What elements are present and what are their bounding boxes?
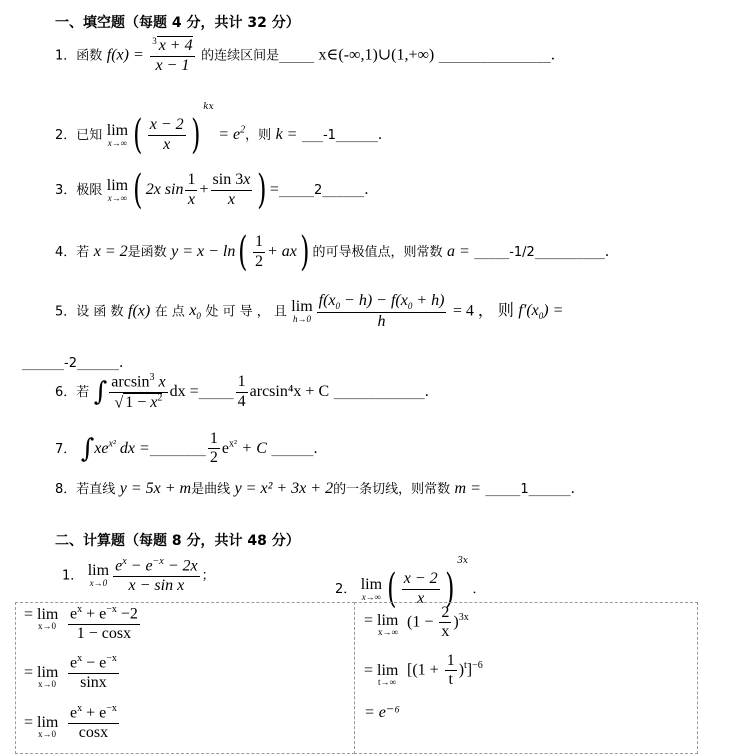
q4-answer: -1/2 bbox=[509, 245, 535, 260]
q3-answer: 2 bbox=[313, 183, 323, 198]
q8-p1: y = 5x + m bbox=[119, 480, 192, 497]
q5-p4: = 4 ， 则 bbox=[452, 302, 514, 320]
q7-number: 7． bbox=[55, 441, 77, 457]
q5-blank-pre[interactable]: ______ bbox=[22, 355, 64, 371]
q5-frac: $\frac{f(x_0 - h) - f(x_0 + h)}{h}$ bbox=[318, 292, 445, 330]
q2-k-label: k = bbox=[275, 126, 298, 143]
sol1-step-1: = lim x→0 bbox=[24, 606, 59, 631]
q1-prefix: 函数 bbox=[76, 48, 103, 64]
q8-answer: 1 bbox=[520, 482, 529, 497]
q6-blank-post[interactable]: _____________ bbox=[333, 384, 425, 401]
question-3: 3．极限 lim x→∞ ( 2x sin $\frac{1}{x}$ + $\frac{\sin 3x}{x}$ ) =_____2______． bbox=[55, 167, 379, 213]
q5-blank-post[interactable]: ______ bbox=[76, 355, 119, 371]
q3-term1: 2x sin bbox=[145, 181, 184, 198]
q6-end: ． bbox=[424, 384, 439, 401]
calc2-number: 2． bbox=[335, 582, 357, 597]
q8-blank-pre[interactable]: _____ bbox=[485, 481, 521, 497]
q3-number: 3． bbox=[55, 183, 77, 198]
q2-rhs: = $e^2$ bbox=[218, 124, 246, 143]
q8-p2: 是曲线 bbox=[191, 482, 231, 497]
q1-answer: x∈(-∞,1)∪(1,+∞) bbox=[318, 46, 435, 64]
q2-mid: ，则 bbox=[245, 128, 272, 143]
q4-p2: 是函数 bbox=[127, 245, 167, 260]
q7-end: ． bbox=[313, 440, 328, 457]
q4-function: y = x − ln bbox=[171, 243, 236, 260]
sol1-step-1-frac: $\frac{e^x + e^{-x} -2}{1 - \cos x}$ bbox=[70, 604, 138, 642]
q4-end: ． bbox=[604, 244, 619, 260]
q4-p3: 的可导极值点，则常数 bbox=[312, 245, 443, 260]
q5-p1: f(x) bbox=[128, 302, 151, 320]
q1-number: 1． bbox=[55, 48, 77, 64]
q4-paren-right: ) bbox=[300, 229, 310, 275]
integral-sign: ∫ bbox=[93, 377, 108, 408]
sol1-step3-lim: = lim bbox=[24, 714, 59, 731]
q4-frac: $\frac{1}{2}$ bbox=[254, 233, 263, 270]
q5-lim: lim h→0 bbox=[291, 297, 313, 324]
q5-prefix: 设 函 数 bbox=[76, 304, 124, 320]
q7-answer-frac: $\frac{1}{2}$ bbox=[209, 430, 218, 467]
q2-number: 2． bbox=[55, 128, 77, 143]
q8-m-label: m = bbox=[454, 480, 481, 497]
q2-paren-left: ( bbox=[133, 112, 143, 158]
question-8 bbox=[55, 478, 585, 498]
q5-answer: -2 bbox=[64, 356, 77, 371]
q3-lim: lim x→∞ bbox=[106, 176, 129, 203]
sol1-step-3: = lim x→0 bbox=[24, 714, 59, 739]
q6-number: 6． bbox=[55, 385, 77, 401]
solution-box-2 bbox=[354, 602, 698, 754]
q4-paren-left: ( bbox=[238, 229, 248, 275]
q5-number: 5． bbox=[55, 304, 77, 320]
q3-blank-post[interactable]: ______ bbox=[322, 182, 365, 198]
question-6: 6．若 ∫ $\frac{\arcsin^3 x}{√ 1 - x^2}$ dx =_____ $\frac{1}{4}$ arcsin⁴x + C _____________． bbox=[55, 372, 439, 412]
q3-prefix: 极限 bbox=[76, 183, 103, 198]
q5-end: ． bbox=[118, 355, 133, 371]
q2-prefix: 已知 bbox=[76, 128, 103, 143]
calc2-frac: $\frac{x - 2}{x}$ bbox=[403, 570, 438, 607]
calc2-paren-right: ) bbox=[444, 566, 455, 612]
sol2-step-1: = lim x→∞ bbox=[364, 612, 399, 637]
q3-frac2: $\frac{\sin 3x}{x}$ bbox=[212, 171, 251, 208]
sol1-step1-lim: = lim bbox=[24, 606, 59, 623]
sol2-step-2: = lim t→∞ bbox=[364, 662, 399, 687]
q8-prefix: 若直线 bbox=[76, 482, 116, 497]
q5-derivative: $f'(x_0)$ = bbox=[518, 302, 564, 322]
q2-end: ． bbox=[377, 127, 392, 143]
q4-number: 4． bbox=[55, 245, 77, 260]
q6-answer-frac: $\frac{1}{4}$ bbox=[237, 373, 246, 410]
sol1-step-2-frac: $\frac{e^x - e^{-x}}{\sin x}$ bbox=[70, 653, 117, 691]
q3-frac1: $\frac{1}{x}$ bbox=[187, 171, 196, 208]
question-5-answer-line bbox=[22, 352, 133, 372]
calc2-paren-left: ( bbox=[387, 566, 397, 612]
q3-end: ． bbox=[364, 182, 379, 198]
question-1 bbox=[55, 36, 565, 75]
q2-lim: lim x→∞ bbox=[106, 121, 129, 148]
sol2-step-3: = e⁻⁶ bbox=[364, 704, 400, 721]
q2-blank-pre[interactable]: ___ bbox=[301, 127, 323, 143]
q1-suffix: 的连续区间是 bbox=[201, 48, 280, 64]
q5-p3: 处 可 导 ， 且 bbox=[205, 304, 287, 320]
question-2: 2．已知 lim x→∞ ( $\frac{x - 2}{x}$ )$^{kx} = e^2$，则 k = ___-1______． bbox=[55, 102, 392, 158]
calc-problem-2: 2． lim x→∞ ( $\frac{x - 2}{x}$ )$^{3x}$ ． bbox=[335, 556, 486, 612]
q1-formula-lhs: f(x) = bbox=[106, 46, 144, 64]
q4-blank-pre[interactable]: _____ bbox=[474, 244, 510, 260]
question-7: 7． $\int xe^{x^2}$ dx =________ $\frac{1}{2}$ $e^{x^2} + C$ ______． bbox=[55, 430, 328, 467]
integral-sign: ∫ bbox=[80, 433, 95, 464]
q4-a-label: a = bbox=[446, 243, 470, 260]
calc-problem-1 bbox=[62, 556, 215, 595]
sol1-step2-lim: = lim bbox=[24, 664, 59, 681]
section2-title: 二、计算题（每题 8 分，共计 48 分） bbox=[55, 533, 300, 549]
sol2-step-2-expr: [(1 + $\frac{1}{t}$ )$^t$]$^{-6}$ bbox=[407, 652, 483, 689]
q7-blank-pre[interactable]: ________ bbox=[149, 440, 206, 457]
q7-answer: + C bbox=[241, 439, 267, 457]
q4-blank-post[interactable]: __________ bbox=[534, 244, 605, 260]
q8-number: 8． bbox=[55, 482, 77, 497]
q1-end: ． bbox=[550, 47, 565, 64]
calc2-lim: lim x→∞ bbox=[360, 575, 383, 602]
q2-fraction: $\frac{x - 2}{x}$ bbox=[149, 116, 184, 153]
sol2-step-1-expr: (1 − $\frac{2}{x}$ )$^{3x}$ bbox=[407, 604, 469, 641]
q6-blank-pre[interactable]: _____ bbox=[198, 384, 234, 401]
q7-integrand: $xe^{x^2}$ dx = bbox=[94, 438, 150, 457]
q6-prefix: 若 bbox=[76, 385, 90, 401]
sol1-step-2: = lim x→0 bbox=[24, 664, 59, 689]
q2-answer: -1 bbox=[322, 128, 336, 143]
q5-p2: 在 点 bbox=[154, 304, 185, 320]
calc2-end: ． bbox=[472, 582, 486, 597]
q8-p4: 的一条切线，则常数 bbox=[333, 482, 451, 497]
q8-end: ． bbox=[570, 481, 585, 497]
q2-paren-right: ) bbox=[190, 112, 201, 158]
q4-p1: x = 2 bbox=[93, 243, 128, 260]
calc1-lim: lim x→0 bbox=[87, 562, 110, 589]
calc1-frac: $\frac{e^x - e^{-x} - 2x}{\text{x − sin x}}$ bbox=[115, 556, 198, 594]
calc1-end: ； bbox=[201, 568, 215, 584]
q7-blank-post[interactable]: ______ bbox=[271, 440, 314, 457]
section1-title: 一、填空题（每题 4 分，共计 32 分） bbox=[55, 15, 300, 31]
q8-p3: y = x² + 3x + 2 bbox=[234, 480, 334, 497]
question-4: 4．若 x = 2是函数 y = x − ln( $\frac{1}{2}$ + ax) 的可导极值点，则常数 a = _____-1/2__________． bbox=[55, 229, 619, 275]
sol2-step1-lim: = lim bbox=[364, 612, 399, 629]
q4-prefix: 若 bbox=[76, 245, 90, 260]
q1-blank-post[interactable]: ________________ bbox=[438, 47, 551, 64]
q3-paren-left: ( bbox=[133, 167, 143, 213]
sol1-step-3-frac: $\frac{e^x + e^{-x}}{\cos x}$ bbox=[70, 703, 117, 741]
question-5 bbox=[55, 292, 563, 331]
q8-blank-post[interactable]: ______ bbox=[528, 481, 571, 497]
sol2-step2-lim: = lim bbox=[364, 662, 399, 679]
q3-paren-right: ) bbox=[257, 167, 267, 213]
q6-answer: arcsin⁴x + C bbox=[249, 383, 330, 401]
q5-x0: $x_0$ bbox=[189, 302, 201, 322]
q1-formula-fraction: $\frac{^3 x + 4}{x - 1}$ bbox=[152, 36, 193, 74]
calc1-number: 1． bbox=[62, 568, 84, 584]
q3-blank-pre[interactable]: _____ bbox=[278, 182, 314, 198]
q2-blank-post[interactable]: ______ bbox=[335, 127, 378, 143]
q1-blank-pre[interactable]: _____ bbox=[279, 47, 315, 64]
q6-frac: $\frac{\arcsin^3 x}{√ 1 - x^2}$ bbox=[111, 372, 166, 412]
